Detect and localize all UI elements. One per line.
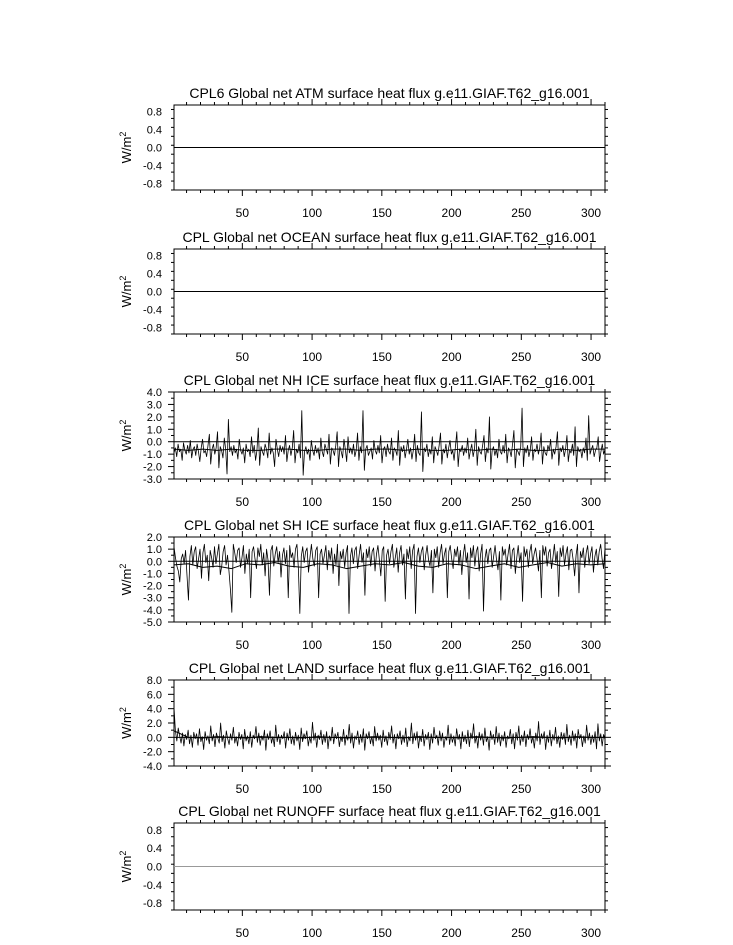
y-axis-label-sup: 2 <box>118 275 128 281</box>
x-tick-label: 250 <box>511 206 532 220</box>
x-tick-label: 100 <box>302 350 323 364</box>
x-tick-label: 100 <box>302 782 323 796</box>
panel-2 <box>118 229 608 364</box>
x-tick-label: 150 <box>371 926 392 940</box>
y-tick-label: -0.8 <box>143 178 162 191</box>
panel-3 <box>118 372 611 509</box>
chart-title: CPL Global net SH ICE surface heat flux g.e11.GIAF.T62_g16.001 <box>184 517 595 533</box>
x-tick-label: 250 <box>511 926 532 940</box>
y-axis-label-unit: W/m <box>119 424 134 452</box>
y-tick-label: 0.8 <box>146 106 162 119</box>
y-tick-label: -0.8 <box>143 898 162 911</box>
y-tick-label: -0.4 <box>143 160 162 173</box>
y-tick-label: 6.0 <box>146 689 162 702</box>
x-tick-label: 200 <box>441 495 462 509</box>
panel-6 <box>118 803 608 940</box>
y-tick-label: 4.0 <box>146 387 162 399</box>
y-tick-label: 1.0 <box>146 544 162 557</box>
x-tick-label: 300 <box>581 206 602 220</box>
x-tick-label: 50 <box>235 206 250 220</box>
y-tick-label: 4.0 <box>146 703 162 716</box>
x-tick-label: 50 <box>235 350 250 364</box>
x-tick-label: 50 <box>235 926 250 940</box>
y-tick-label: 1.0 <box>146 424 162 437</box>
x-tick-label: 100 <box>302 926 323 940</box>
y-tick-label: 0.0 <box>146 286 162 299</box>
x-tick-label: 250 <box>511 782 532 796</box>
y-tick-label: 2.0 <box>146 718 162 730</box>
y-tick-label: 0.0 <box>146 142 162 155</box>
y-tick-label: -3.0 <box>143 474 162 486</box>
series-line-monthly <box>174 707 605 750</box>
plot-frame <box>174 392 605 479</box>
x-tick-label: 250 <box>511 495 532 509</box>
x-tick-label: 300 <box>581 782 602 796</box>
chart-title: CPL6 Global net ATM surface heat flux g.e11.GIAF.T62_g16.001 <box>189 85 590 101</box>
y-tick-label: 0.4 <box>146 124 162 137</box>
y-tick-label: 0.8 <box>146 250 162 263</box>
y-tick-label: -1.0 <box>143 449 162 462</box>
y-axis-label-sup: 2 <box>118 563 128 569</box>
y-tick-label: 0.0 <box>146 436 162 449</box>
y-tick-label: 0.0 <box>146 732 162 745</box>
x-tick-label: 150 <box>371 350 392 364</box>
x-tick-label: 300 <box>581 926 602 940</box>
panel-4 <box>118 517 611 652</box>
y-tick-label: -3.0 <box>143 592 162 605</box>
y-tick-label: -2.0 <box>143 461 162 474</box>
y-tick-label: -1.0 <box>143 568 162 581</box>
x-tick-label: 100 <box>302 495 323 509</box>
y-tick-label: 0.0 <box>146 556 162 569</box>
chart-title: CPL Global net RUNOFF surface heat flux g.e11.GIAF.T62_g16.001 <box>178 803 601 819</box>
y-axis-label-sup: 2 <box>118 419 128 425</box>
y-axis-label-unit: W/m <box>119 280 134 308</box>
x-tick-label: 300 <box>581 495 602 509</box>
y-tick-label: 8.0 <box>146 675 162 687</box>
y-tick-label: -4.0 <box>143 761 162 773</box>
x-tick-label: 250 <box>511 638 532 652</box>
y-axis-label-sup: 2 <box>118 850 128 856</box>
x-tick-label: 50 <box>235 638 250 652</box>
plot-frame <box>174 537 605 622</box>
panel-5 <box>118 660 611 796</box>
x-tick-label: 100 <box>302 638 323 652</box>
series-line-monthly <box>174 544 605 613</box>
y-tick-label: -4.0 <box>143 604 162 617</box>
x-tick-label: 200 <box>441 638 462 652</box>
plot-frame <box>174 680 605 766</box>
y-tick-label: 2.0 <box>146 532 162 544</box>
x-tick-label: 150 <box>371 206 392 220</box>
x-tick-label: 300 <box>581 350 602 364</box>
y-axis-label <box>118 707 134 739</box>
y-tick-label: -5.0 <box>143 617 162 629</box>
x-tick-label: 300 <box>581 638 602 652</box>
x-tick-label: 150 <box>371 782 392 796</box>
x-tick-label: 50 <box>235 495 250 509</box>
series-line-annual <box>174 449 605 450</box>
y-tick-label: -0.4 <box>143 304 162 317</box>
y-tick-label: 0.0 <box>146 861 162 874</box>
x-tick-label: 100 <box>302 206 323 220</box>
x-tick-label: 250 <box>511 350 532 364</box>
y-tick-label: 3.0 <box>146 399 162 412</box>
panel-1 <box>118 85 608 220</box>
y-tick-label: -0.8 <box>143 322 162 335</box>
y-axis-label <box>118 420 134 452</box>
y-axis-label <box>118 851 134 883</box>
y-tick-label: -2.0 <box>143 580 162 593</box>
y-axis-label-unit: W/m <box>119 568 134 596</box>
y-axis-label-sup: 2 <box>118 131 128 137</box>
y-axis-label-unit: W/m <box>119 855 134 883</box>
y-tick-label: 0.8 <box>146 824 162 837</box>
chart-title: CPL Global net NH ICE surface heat flux g.e11.GIAF.T62_g16.001 <box>183 372 596 388</box>
x-tick-label: 200 <box>441 926 462 940</box>
y-axis-label <box>118 564 134 596</box>
y-tick-label: 0.4 <box>146 268 162 281</box>
x-tick-label: 200 <box>441 206 462 220</box>
y-tick-label: 2.0 <box>146 411 162 424</box>
x-tick-label: 150 <box>371 638 392 652</box>
y-axis-label-unit: W/m <box>119 712 134 739</box>
y-axis-label <box>118 132 134 164</box>
x-tick-label: 150 <box>371 495 392 509</box>
y-axis-label-unit: W/m <box>119 136 134 164</box>
chart-title: CPL Global net OCEAN surface heat flux g.e11.GIAF.T62_g16.001 <box>182 229 597 245</box>
chart-title: CPL Global net LAND surface heat flux g.e11.GIAF.T62_g16.001 <box>188 660 591 676</box>
y-tick-label: 0.4 <box>146 843 162 856</box>
y-tick-label: -0.4 <box>143 879 162 892</box>
x-tick-label: 50 <box>235 782 250 796</box>
x-tick-label: 200 <box>441 782 462 796</box>
y-tick-label: -2.0 <box>143 746 162 759</box>
x-tick-label: 200 <box>441 350 462 364</box>
y-axis-label <box>118 276 134 308</box>
y-axis-label-sup: 2 <box>118 707 128 713</box>
